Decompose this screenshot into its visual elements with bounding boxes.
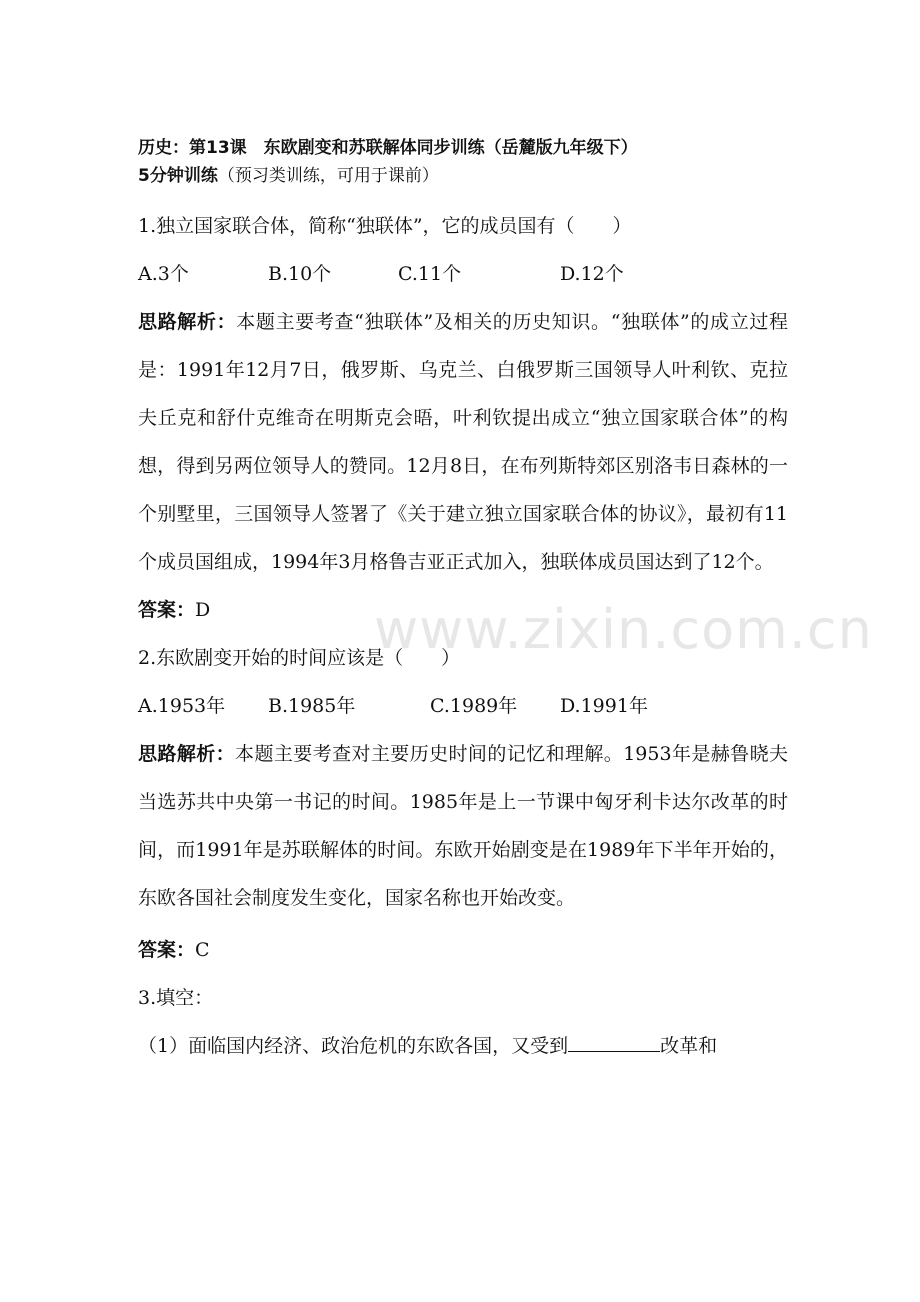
q1-answer-label: 答案： bbox=[138, 599, 196, 621]
subtitle-bold: 5分钟训练 bbox=[138, 166, 218, 186]
q3-stem: 3.填空： bbox=[138, 987, 214, 1009]
document-title: 历史：第13课 东欧剧变和苏联解体同步训练（岳麓版九年级下） bbox=[138, 138, 638, 158]
q3-item-1 bbox=[138, 1022, 788, 1070]
q1-answer bbox=[138, 586, 788, 634]
q1-answer-value: D bbox=[195, 599, 211, 621]
q2-option-b: B.1985年 bbox=[268, 695, 356, 717]
q1-analysis bbox=[138, 298, 788, 586]
q2-option-a: A.1953年 bbox=[138, 695, 226, 717]
q2-option-c: C.1989年 bbox=[430, 695, 518, 717]
q1-option-d: D.12个 bbox=[560, 263, 624, 285]
fill-blank[interactable] bbox=[568, 1033, 660, 1052]
q2-stem: 2.东欧剧变开始的时间应该是（ ） bbox=[138, 647, 461, 669]
q2-answer bbox=[138, 926, 788, 974]
q1-option-a: A.3个 bbox=[138, 263, 189, 285]
q1-analysis-text: 本题主要考查“独联体”及相关的历史知识。“独联体”的成立过程是：1991年12月7日，俄罗斯、乌克兰、白俄罗斯三国领导人叶利钦、克拉夫丘克和舒什克维奇在明斯克会晤，叶利钦提出成立“独立国家联合体”的构想，得到另两位领导人的赞同。12月8日，在布列斯特郊区别洛韦日森林的一个别墅里，三国领导人签署了《关于建立独立国家联合体的协议》，最初有11个成员国组成，1994年3月格鲁吉亚正式加入，独联体成员国达到了12个。 bbox=[138, 311, 788, 573]
q2-analysis bbox=[138, 730, 788, 922]
q2-answer-value: C bbox=[195, 939, 210, 961]
q2-analysis-text: 本题主要考查对主要历史时间的记忆和理解。1953年是赫鲁晓夫当选苏共中央第一书记的时间。1985年是上一节课中匈牙利卡达尔改革的时间，而1991年是苏联解体的时间。东欧开始剧变是在1989年下半年开始的，东欧各国社会制度发生变化，国家名称也开始改变。 bbox=[138, 743, 788, 909]
q1-analysis-label: 思路解析： bbox=[138, 311, 237, 333]
q2-option-d: D.1991年 bbox=[560, 695, 648, 717]
q2-analysis-label: 思路解析： bbox=[138, 743, 236, 765]
document-content bbox=[138, 134, 788, 1070]
q2-options bbox=[138, 682, 788, 730]
q3-item1-after: 改革和 bbox=[660, 1035, 718, 1057]
q1-option-c: C.11个 bbox=[398, 263, 462, 285]
document-subtitle bbox=[138, 162, 788, 190]
q3-item1-before: （1）面临国内经济、政治危机的东欧各国，又受到 bbox=[138, 1035, 569, 1057]
subtitle-rest: （预习类训练，可用于课前） bbox=[217, 166, 439, 186]
watermark: www.zixin.com.cn bbox=[374, 598, 873, 661]
q1-stem: 1.独立国家联合体，简称“独联体”，它的成员国有（ ） bbox=[138, 215, 632, 237]
q1-options bbox=[138, 250, 788, 298]
q2-answer-label: 答案： bbox=[138, 939, 196, 961]
q1-option-b: B.10个 bbox=[268, 263, 332, 285]
